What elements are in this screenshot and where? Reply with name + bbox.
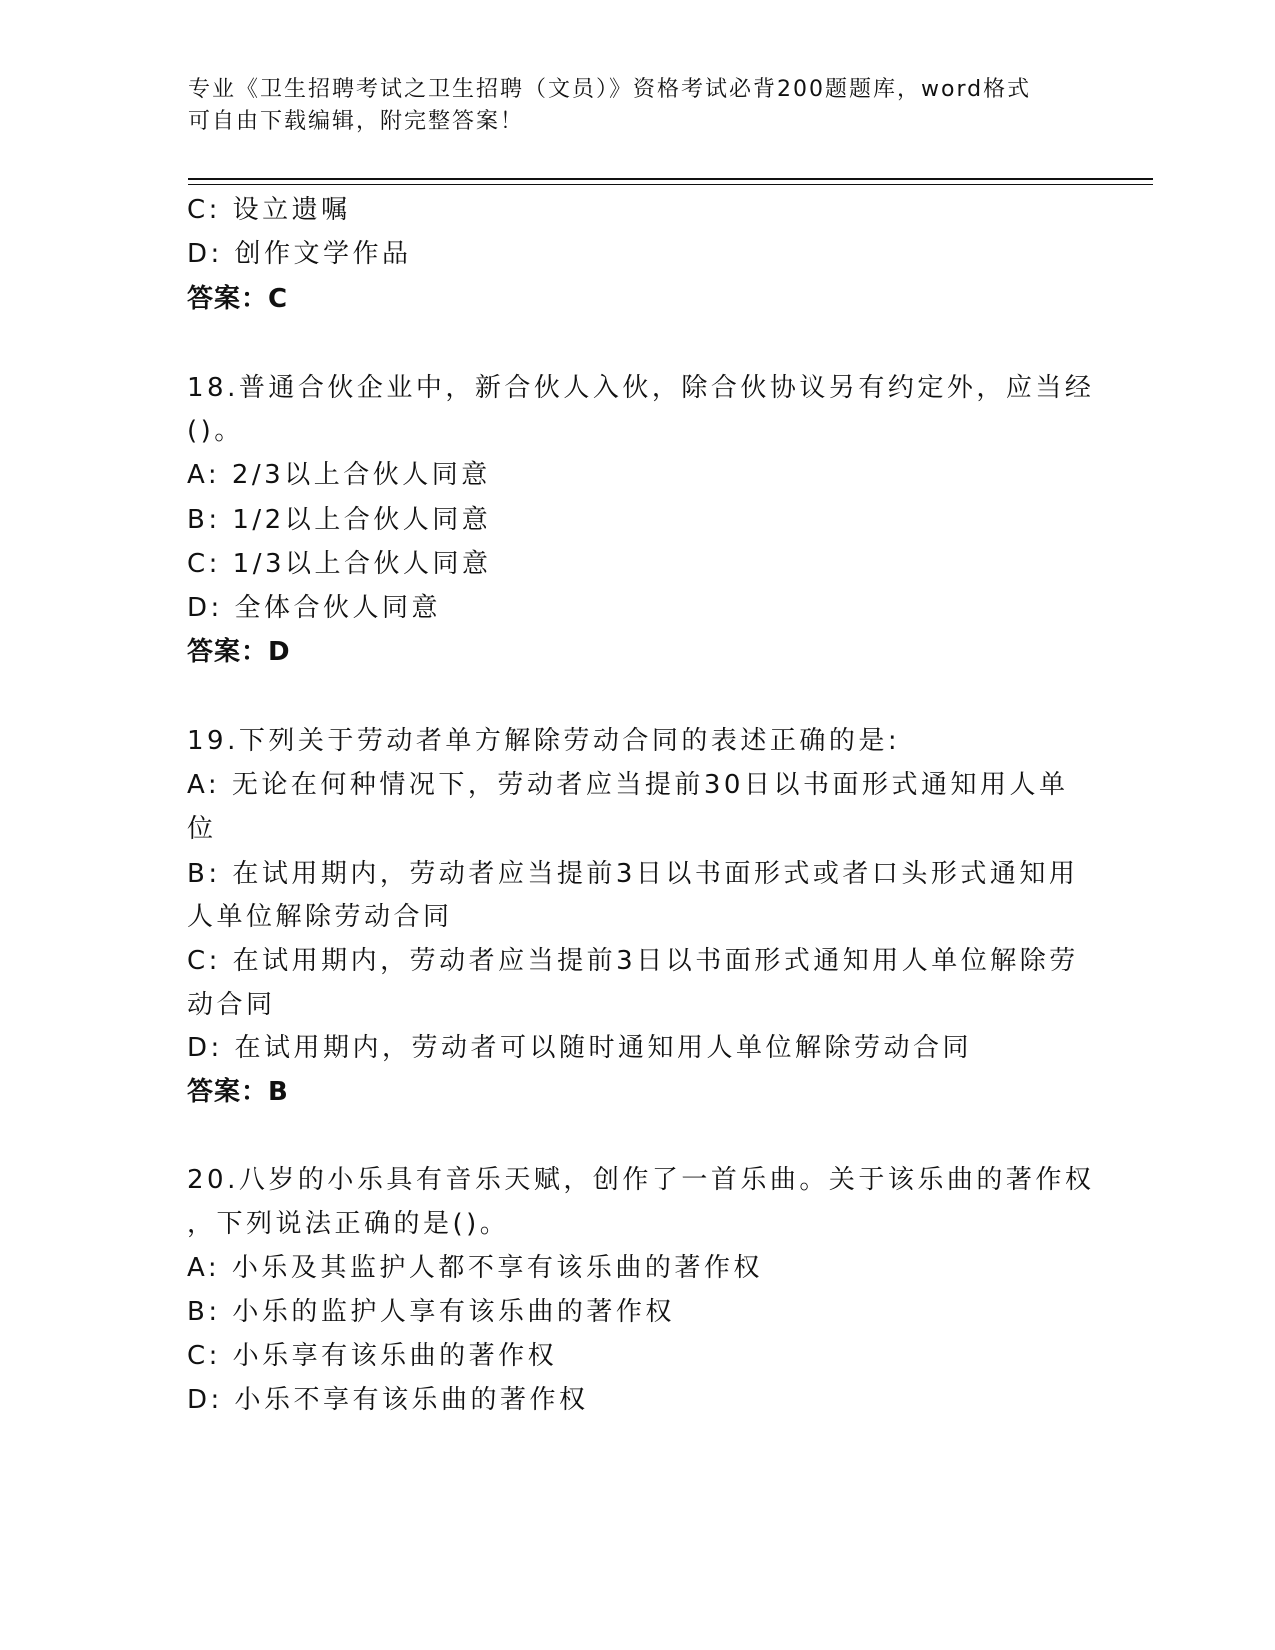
q18-answer: 答案：D: [187, 637, 291, 667]
q19-option-d: D: 在试用期内，劳动者可以随时通知用人单位解除劳动合同: [187, 1033, 973, 1063]
q19-option-a-line-1: A: 无论在何种情况下，劳动者应当提前30日以书面形式通知用人单: [187, 770, 1069, 800]
q19-option-b-line-1: B: 在试用期内，劳动者应当提前3日以书面形式或者口头形式通知用: [187, 859, 1079, 889]
q17-option-d: D: 创作文学作品: [187, 239, 412, 269]
header-line-1: 专业《卫生招聘考试之卫生招聘（文员）》资格考试必背200题题库，word格式: [188, 77, 1032, 102]
header-divider-thin: [188, 184, 1153, 185]
q17-option-c: C: 设立遗嘱: [187, 195, 351, 225]
q18-option-a: A: 2/3以上合伙人同意: [187, 460, 491, 490]
q19-stem: 19.下列关于劳动者单方解除劳动合同的表述正确的是:: [187, 726, 901, 756]
q19-option-b-line-2: 人单位解除劳动合同: [187, 902, 453, 932]
q18-option-c: C: 1/3以上合伙人同意: [187, 549, 492, 579]
q20-option-d: D: 小乐不享有该乐曲的著作权: [187, 1385, 589, 1415]
q20-stem-line-2: ，下列说法正确的是()。: [187, 1209, 510, 1239]
q19-option-a-line-2: 位: [187, 814, 217, 844]
header-divider-thick: [188, 178, 1153, 180]
q18-option-b: B: 1/2以上合伙人同意: [187, 505, 492, 535]
q19-answer: 答案：B: [187, 1077, 289, 1107]
q18-option-d: D: 全体合伙人同意: [187, 593, 442, 623]
q20-stem-line-1: 20.八岁的小乐具有音乐天赋，创作了一首乐曲。关于该乐曲的著作权: [187, 1165, 1095, 1195]
q19-option-c-line-1: C: 在试用期内，劳动者应当提前3日以书面形式通知用人单位解除劳: [187, 946, 1079, 976]
q17-answer: 答案：C: [187, 284, 289, 314]
q18-stem-line-1: 18.普通合伙企业中，新合伙人入伙，除合伙协议另有约定外，应当经: [187, 373, 1095, 403]
q20-option-a: A: 小乐及其监护人都不享有该乐曲的著作权: [187, 1253, 763, 1283]
q18-stem-line-2: ()。: [187, 416, 244, 446]
q20-option-b: B: 小乐的监护人享有该乐曲的著作权: [187, 1297, 675, 1327]
q20-option-c: C: 小乐享有该乐曲的著作权: [187, 1341, 558, 1371]
header-line-2: 可自由下载编辑，附完整答案！: [188, 109, 525, 134]
q19-option-c-line-2: 动合同: [187, 990, 276, 1020]
document-header: [188, 74, 1068, 138]
